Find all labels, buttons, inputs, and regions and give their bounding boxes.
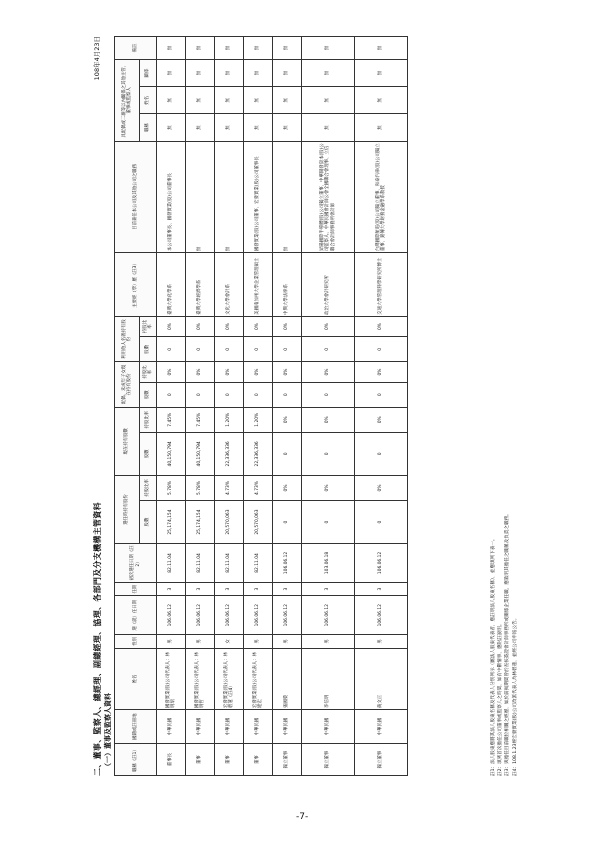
cell-experience: 美國南加州大學企業管理碩士	[244, 253, 273, 317]
cell-concurrent: 無	[273, 141, 302, 252]
cell-relative-relation: 無	[157, 59, 186, 86]
cell-elected-date: 106.06.12	[244, 596, 273, 635]
cell-experience: 交通大學管理科學研究所博士	[355, 253, 408, 317]
header-shares-at-election: 選任時持有股份	[115, 475, 140, 543]
cell-first-elected: 82.11.04	[157, 544, 186, 583]
cell-relative-title: 無	[302, 114, 355, 141]
cell-concurrent: 台灣國際航電(股)公司獨立董事、和泰汽車(股)公司獨立董事、銘傳大學財務金融學系教授	[355, 141, 408, 252]
cell-nominee-ratio: 0%	[157, 316, 186, 336]
cell-shares-at-election: 20,570,063	[215, 500, 244, 543]
cell-experience: 臺灣大學經濟學系	[186, 253, 215, 317]
cell-ratio-current: 0%	[355, 407, 408, 432]
subheader-ratio: 持股比率	[140, 407, 157, 432]
cell-concurrent: 無	[186, 141, 215, 252]
cell-gender: 男	[244, 635, 273, 649]
cell-ratio-at-election: 5.78%	[186, 475, 215, 500]
header-nominee-shares: 利用他人名義持有股份	[115, 316, 140, 361]
cell-term: 3	[244, 582, 273, 596]
cell-gender: 男	[302, 635, 355, 649]
cell-spouse-shares: 0	[157, 382, 186, 407]
cell-gender: 男	[273, 635, 302, 649]
table-row	[302, 37, 355, 776]
cell-nationality: 中華民國	[244, 710, 273, 744]
cell-nominee-ratio: 0%	[302, 316, 355, 336]
footnotes	[490, 36, 519, 776]
table-row	[157, 37, 186, 776]
cell-nominee-shares: 0	[186, 337, 215, 362]
cell-ratio-current: 0%	[302, 407, 355, 432]
cell-nominee-shares: 0	[302, 337, 355, 362]
cell-remark: 無	[273, 37, 302, 60]
cell-title: 獨立董事	[302, 744, 355, 776]
cell-shares-at-election: 25,174,154	[157, 500, 186, 543]
cell-term: 3	[157, 582, 186, 596]
cell-elected-date: 106.06.12	[355, 596, 408, 635]
cell-first-elected: 106.06.12	[273, 544, 302, 583]
cell-relative-relation: 無	[273, 59, 302, 86]
cell-spouse-shares: 0	[215, 382, 244, 407]
cell-term: 3	[215, 582, 244, 596]
cell-name: 李信明	[302, 648, 355, 709]
cell-concurrent: 昇陽國際半導體(股)公司獨立董事、中華開發資本(股)公司監察人、中華民國會計師公會全國聯合會理事、立信聯合會計師事務所會計師	[302, 141, 355, 252]
cell-nominee-ratio: 0%	[273, 316, 302, 336]
cell-shares-current: 0	[302, 432, 355, 475]
cell-gender: 男	[355, 635, 408, 649]
cell-ratio-current: 0%	[273, 407, 302, 432]
subheader-ratio: 持股比率	[140, 362, 157, 382]
cell-relative-title: 無	[355, 114, 408, 141]
header-term: 任期	[115, 582, 157, 596]
cell-shares-current: 0	[273, 432, 302, 475]
cell-nominee-shares: 0	[244, 337, 273, 362]
table-row	[186, 37, 215, 776]
cell-nominee-ratio: 0%	[215, 316, 244, 336]
cell-remark: 無	[157, 37, 186, 60]
cell-experience: 中興大學法律系	[273, 253, 302, 317]
cell-relative-name: 無	[355, 87, 408, 114]
cell-gender: 男	[186, 635, 215, 649]
cell-nationality: 中華民國	[273, 710, 302, 744]
cell-nationality: 中華民國	[215, 710, 244, 744]
cell-first-elected: 103.06.18	[302, 544, 355, 583]
page-number: -7-	[296, 812, 309, 822]
cell-relative-title: 無	[244, 114, 273, 141]
cell-spouse-shares: 0	[186, 382, 215, 407]
cell-nationality: 中華民國	[157, 710, 186, 744]
cell-remark: 無	[355, 37, 408, 60]
subheader-title: 職稱	[140, 114, 157, 141]
cell-name: 宏發實業(股)公司代表人：林碧蓮（註4）	[215, 648, 244, 709]
cell-experience: 文化大學會計系	[215, 253, 244, 317]
subheader-ratio: 持股比率	[140, 475, 157, 500]
cell-title: 董事	[244, 744, 273, 776]
cell-spouse-shares: 0	[355, 382, 408, 407]
cell-first-elected: 82.11.04	[244, 544, 273, 583]
cell-shares-current: 0	[355, 432, 408, 475]
cell-spouse-ratio: 0%	[273, 362, 302, 382]
cell-relative-relation: 無	[302, 59, 355, 86]
cell-nominee-shares: 0	[273, 337, 302, 362]
cell-nominee-shares: 0	[157, 337, 186, 362]
header-spouse-shares: 配偶、未成年子女現在持有股份	[115, 362, 140, 407]
header-name: 姓名	[115, 648, 157, 709]
cell-remark: 無	[244, 37, 273, 60]
cell-ratio-at-election: 0%	[273, 475, 302, 500]
cell-title: 董事長	[157, 744, 186, 776]
cell-relative-name: 無	[302, 87, 355, 114]
header-title: 職稱（註1）	[115, 744, 157, 776]
header-elected-date: 選（就）任日期	[115, 596, 157, 635]
footnote-4: 註4：108.1.23經宏發實業(股)公司改派代表人為林碧蓮，並經公司申報公告。	[512, 615, 518, 776]
cell-relative-title: 無	[157, 114, 186, 141]
cell-elected-date: 106.06.12	[215, 596, 244, 635]
cell-relative-relation: 無	[244, 59, 273, 86]
cell-ratio-current: 1.20%	[244, 407, 273, 432]
cell-spouse-shares: 0	[273, 382, 302, 407]
cell-concurrent: 本公司董事長、國發實業(股)公司董事長	[157, 141, 186, 252]
cell-elected-date: 106.06.12	[273, 596, 302, 635]
cell-gender: 男	[157, 635, 186, 649]
cell-name: 張國榮	[273, 648, 302, 709]
cell-gender: 女	[215, 635, 244, 649]
cell-name: 國發實業(股)公司代表人：林明哲	[186, 648, 215, 709]
cell-relative-name: 無	[273, 87, 302, 114]
footnote-3: 註3：與擔任目前職位相關之經歷，如於前揭期間曾於查核簽證會計師事務所或關係企業任職，應敘明其擔任之職稱及負責之職務。	[505, 511, 511, 776]
cell-relative-name: 無	[215, 87, 244, 114]
cell-first-elected: 82.11.04	[215, 544, 244, 583]
cell-concurrent: 無	[215, 141, 244, 252]
cell-relative-relation: 無	[186, 59, 215, 86]
header-relatives: 具配偶或二親等以內關係之其他主管、董事或監察人	[115, 59, 140, 141]
cell-ratio-current: 7.45%	[157, 407, 186, 432]
cell-title: 獨立董事	[273, 744, 302, 776]
cell-shares-current: 22,336,336	[215, 432, 244, 475]
cell-shares-at-election: 20,570,063	[244, 500, 273, 543]
cell-first-elected: 82.11.04	[186, 544, 215, 583]
table-header-row	[115, 37, 140, 776]
cell-relative-name: 無	[244, 87, 273, 114]
subheader-shares: 股數	[140, 432, 157, 475]
cell-term: 3	[302, 582, 355, 596]
cell-first-elected: 106.06.12	[355, 544, 408, 583]
cell-nominee-ratio: 0%	[355, 316, 408, 336]
cell-experience: 臺灣大學化學系	[157, 253, 186, 317]
date-note: 108年4月23日	[93, 36, 101, 81]
section-title: 二、董事、監察人、總經理、副總經理、協理、各部門及分支機構主管資料	[93, 502, 102, 776]
table-row	[355, 37, 408, 776]
cell-shares-current: 40,150,794	[157, 432, 186, 475]
cell-relative-name: 無	[157, 87, 186, 114]
subheader-shares: 股數	[140, 500, 157, 543]
cell-title: 董事	[186, 744, 215, 776]
subheader-relation: 關係	[140, 59, 157, 86]
header-remark: 備註	[115, 37, 157, 60]
cell-nationality: 中華民國	[186, 710, 215, 744]
cell-remark: 無	[186, 37, 215, 60]
header-first-elected: 初次選任日期（註2）	[115, 544, 157, 583]
cell-shares-current: 40,150,794	[186, 432, 215, 475]
cell-elected-date: 106.06.12	[302, 596, 355, 635]
cell-spouse-ratio: 0%	[355, 362, 408, 382]
cell-shares-at-election: 0	[355, 500, 408, 543]
cell-ratio-at-election: 4.73%	[215, 475, 244, 500]
cell-ratio-at-election: 0%	[302, 475, 355, 500]
cell-spouse-ratio: 0%	[186, 362, 215, 382]
cell-term: 3	[273, 582, 302, 596]
cell-relative-title: 無	[273, 114, 302, 141]
cell-shares-current: 22,336,336	[244, 432, 273, 475]
cell-elected-date: 106.06.12	[157, 596, 186, 635]
cell-name: 黃文正	[355, 648, 408, 709]
cell-relative-title: 無	[215, 114, 244, 141]
cell-nominee-ratio: 0%	[244, 316, 273, 336]
header-concurrent: 目前兼任本公司及其他公司之職務	[115, 141, 157, 252]
table-row	[273, 37, 302, 776]
cell-name: 宏發實業(股)公司代表人：林建宏	[244, 648, 273, 709]
cell-ratio-at-election: 0%	[355, 475, 408, 500]
table-row	[215, 37, 244, 776]
cell-ratio-at-election: 4.73%	[244, 475, 273, 500]
cell-spouse-ratio: 0%	[302, 362, 355, 382]
cell-relative-relation: 無	[215, 59, 244, 86]
footnote-2: 註2：填列首次擔任公司董事或監察人之時間，如有中斷情事，應附註說明。	[498, 621, 504, 776]
cell-ratio-at-election: 5.78%	[157, 475, 186, 500]
cell-nominee-ratio: 0%	[186, 316, 215, 336]
cell-spouse-ratio: 0%	[244, 362, 273, 382]
cell-shares-at-election: 0	[302, 500, 355, 543]
subheader-ratio: 持股比率	[140, 316, 157, 336]
cell-nationality: 中華民國	[355, 710, 408, 744]
directors-table	[114, 36, 408, 776]
header-gender: 性別	[115, 635, 157, 649]
footnote-1: 註1：法人股東應將其法人股東名稱及代表人分別列示（屬法人股東代表者，應註明法人股東名稱），並應填列下表一。	[491, 536, 496, 776]
cell-title: 獨立董事	[355, 744, 408, 776]
cell-experience: 政治大學會計研究所	[302, 253, 355, 317]
header-experience: 主要經（學）歷（註3）	[115, 253, 157, 317]
cell-shares-at-election: 25,174,154	[186, 500, 215, 543]
cell-ratio-current: 1.20%	[215, 407, 244, 432]
rotated-page-content	[92, 36, 532, 776]
cell-relative-name: 無	[186, 87, 215, 114]
cell-elected-date: 106.06.12	[186, 596, 215, 635]
cell-title: 董事	[215, 744, 244, 776]
cell-shares-at-election: 0	[273, 500, 302, 543]
cell-spouse-shares: 0	[302, 382, 355, 407]
subheader-shares: 股數	[140, 337, 157, 362]
cell-spouse-shares: 0	[244, 382, 273, 407]
cell-name: 國發實業(股)公司代表人：林明瑞	[157, 648, 186, 709]
cell-term: 3	[186, 582, 215, 596]
cell-nominee-shares: 0	[215, 337, 244, 362]
header-nationality: 國籍或註冊地	[115, 710, 157, 744]
cell-nationality: 中華民國	[302, 710, 355, 744]
cell-concurrent: 國發實業(股)公司董事、宏發實業(股)公司董事長	[244, 141, 273, 252]
header-shares-current: 現在持有股數	[115, 407, 140, 475]
cell-relative-relation: 無	[355, 59, 408, 86]
cell-nominee-shares: 0	[355, 337, 408, 362]
cell-ratio-current: 7.45%	[186, 407, 215, 432]
subheader-shares: 股數	[140, 382, 157, 407]
table-body	[157, 37, 408, 776]
cell-term: 3	[355, 582, 408, 596]
cell-relative-title: 無	[186, 114, 215, 141]
sub-title: （一）董事及監察人資料	[104, 693, 112, 770]
table-row	[244, 37, 273, 776]
cell-remark: 無	[302, 37, 355, 60]
subheader-name: 姓名	[140, 87, 157, 114]
cell-spouse-ratio: 0%	[157, 362, 186, 382]
cell-spouse-ratio: 0%	[215, 362, 244, 382]
cell-remark: 無	[215, 37, 244, 60]
